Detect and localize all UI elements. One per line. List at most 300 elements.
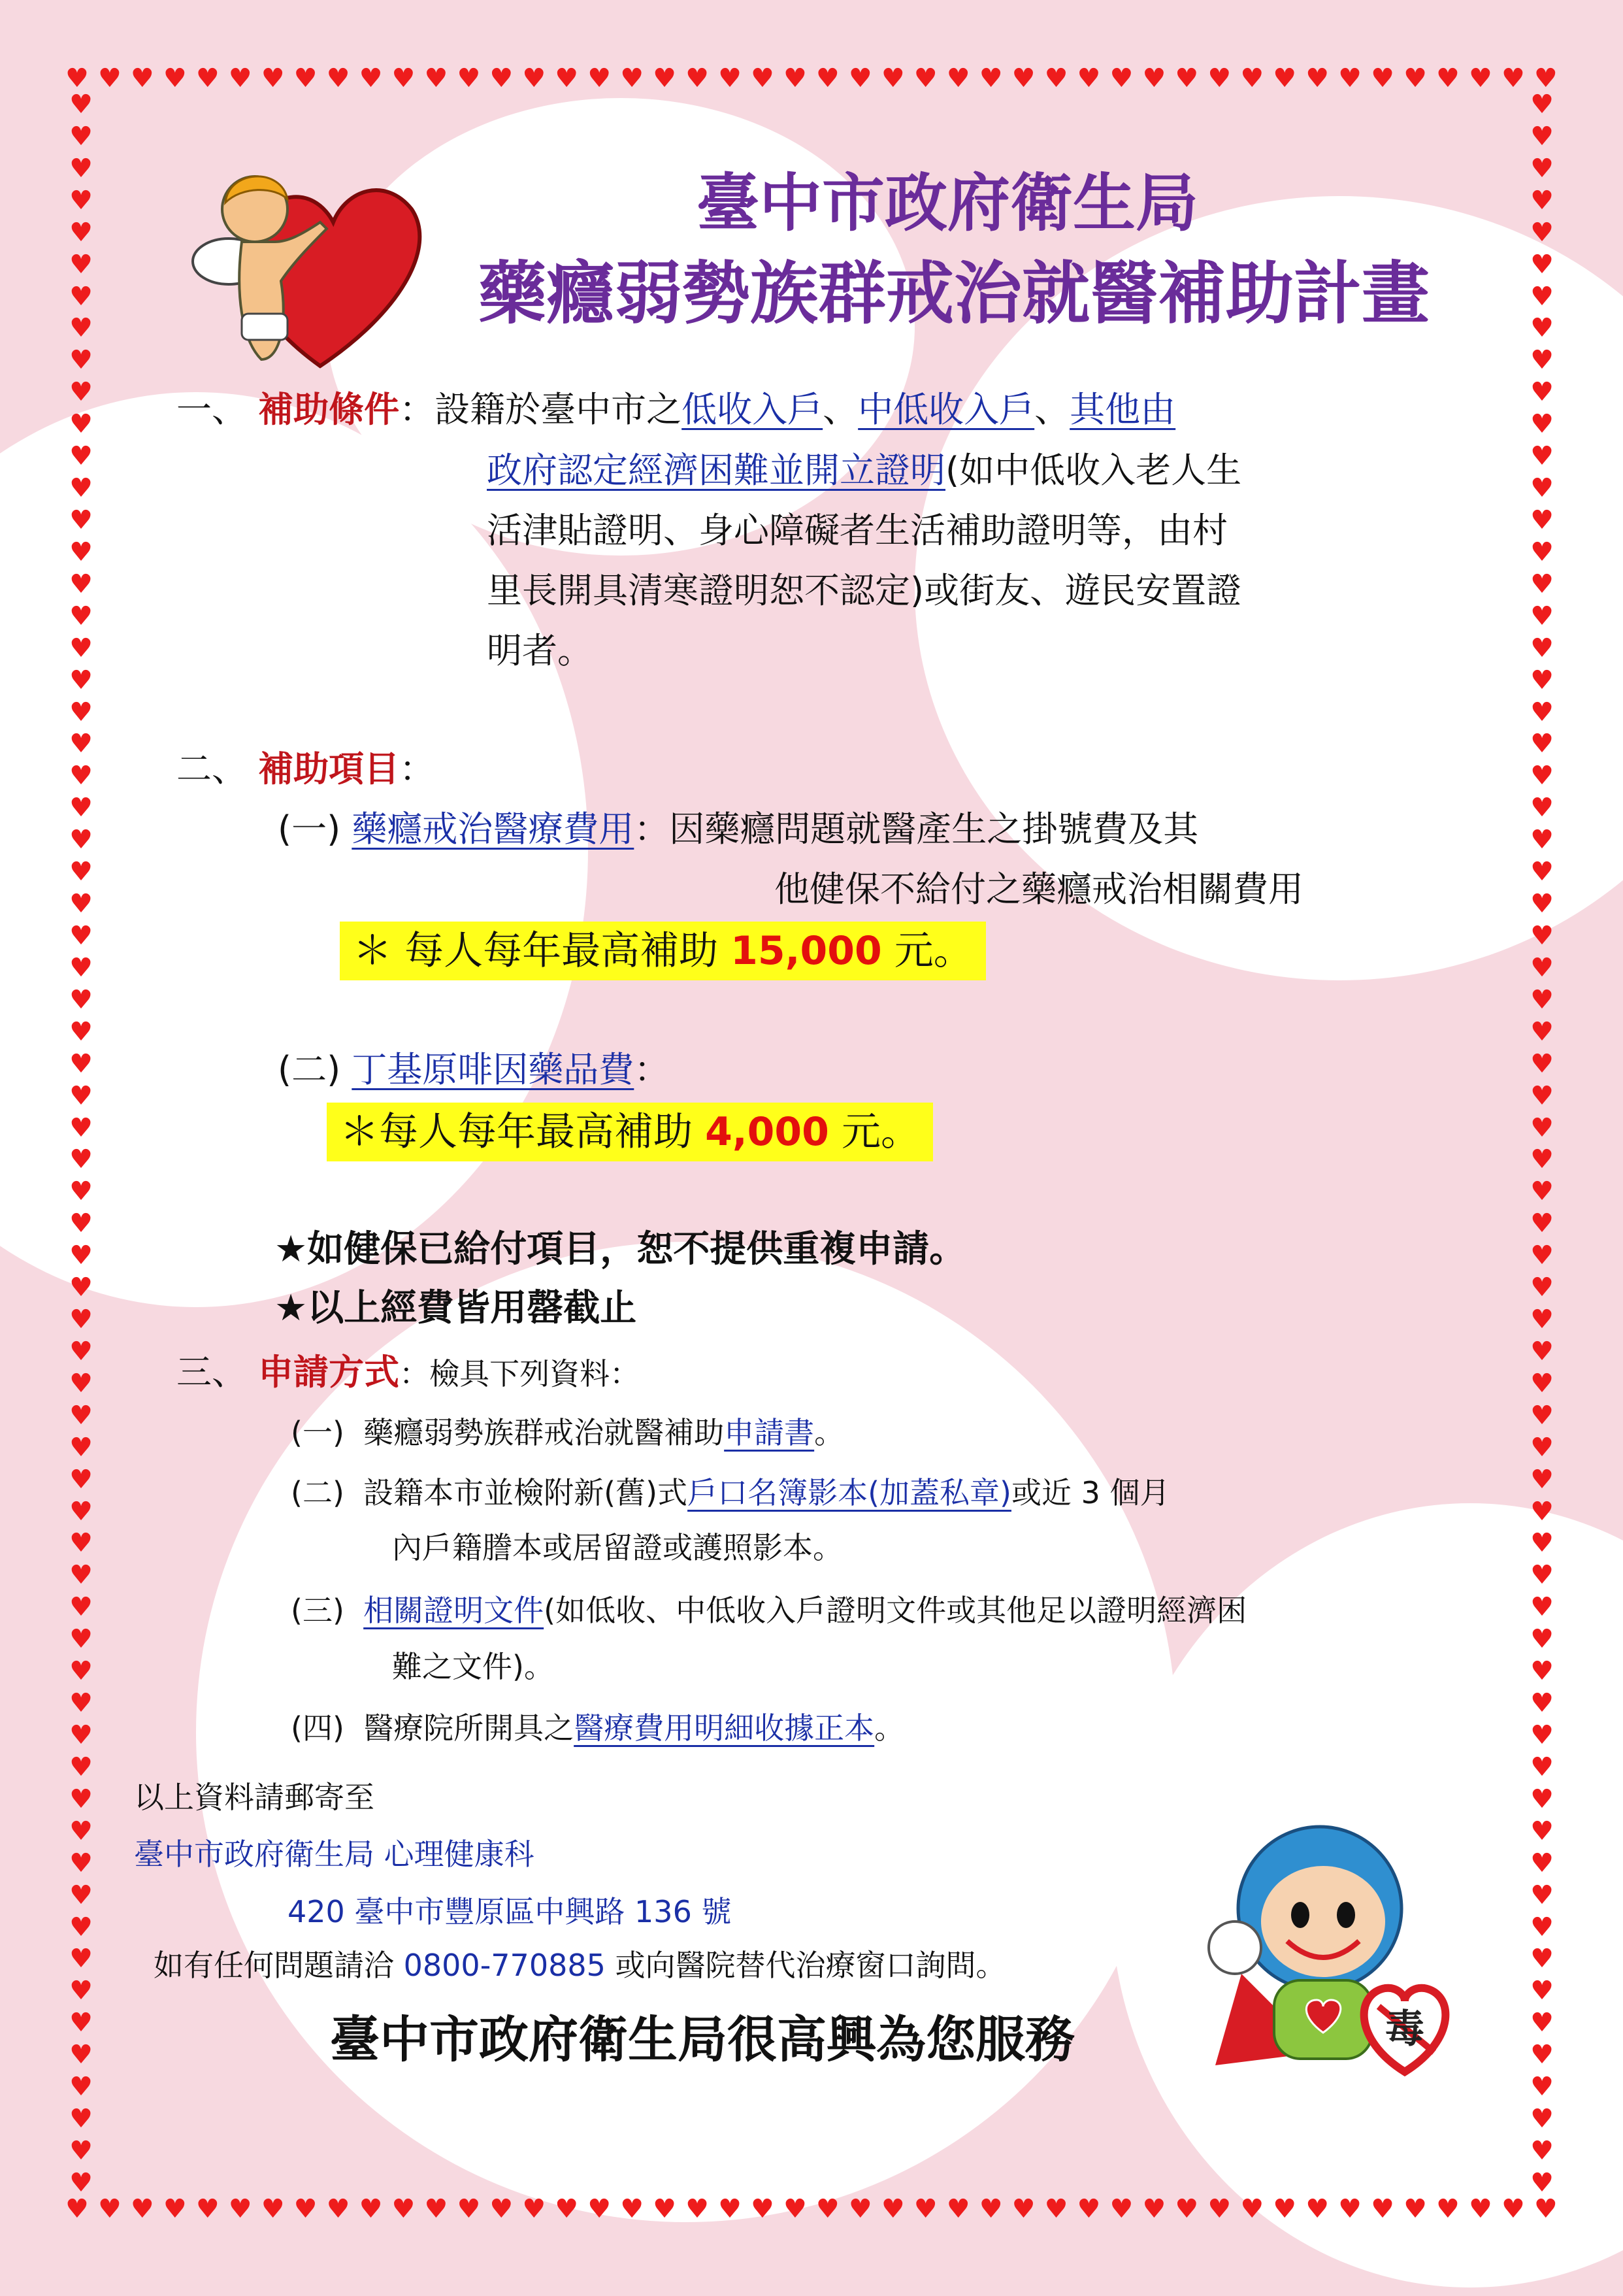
heart-icon: ♥: [1530, 1240, 1554, 1271]
heart-icon: ♥: [69, 1592, 93, 1623]
application-item: [291, 1472, 1170, 1514]
heart-icon: ♥: [1501, 63, 1525, 93]
heart-icon: ♥: [69, 505, 93, 535]
heart-icon: ♥: [1530, 377, 1554, 408]
section2-label: 補助項目: [258, 748, 400, 790]
section1-text: 設籍於臺中市之: [434, 389, 682, 430]
heart-icon: ♥: [1273, 2194, 1297, 2224]
heart-icon: ♥: [69, 1305, 93, 1335]
heart-icon: ♥: [1403, 63, 1427, 93]
item-text: 藥癮弱勢族群戒治就醫補助: [363, 1415, 725, 1450]
cupid-loincloth: [242, 314, 287, 340]
colon: ：: [399, 389, 435, 430]
heart-icon: ♥: [1530, 633, 1554, 663]
heart-icon: ♥: [587, 2194, 612, 2224]
other-proof-link[interactable]: 其他由: [1070, 389, 1176, 430]
heart-icon: ♥: [1530, 1976, 1554, 2006]
heart-icon: ♥: [69, 1432, 93, 1463]
buprenorphine-cost-link[interactable]: 丁基原啡因藥品費: [352, 1049, 634, 1090]
heart-icon: ♥: [69, 345, 93, 376]
heart-icon: ♥: [69, 185, 93, 216]
heart-icon: ♥: [228, 63, 252, 93]
heart-icon: ♥: [1530, 313, 1554, 344]
heart-icon: ♥: [620, 2194, 644, 2224]
mascot-hand: [1209, 1922, 1261, 1974]
heart-icon: ♥: [1240, 63, 1264, 93]
heart-icon: ♥: [489, 63, 514, 93]
heart-icon: ♥: [69, 2040, 93, 2071]
heart-icon: ♥: [69, 1016, 93, 1047]
heart-icon: ♥: [946, 63, 970, 93]
section1-line5: 明者。: [487, 630, 593, 671]
heart-icon: ♥: [1011, 2194, 1036, 2224]
mascot-badge-text: 毒: [1385, 2006, 1424, 2052]
heart-icon: ♥: [69, 249, 93, 280]
item-text: (如低收、中低收入戶證明文件或其他足以證明經濟困: [544, 1593, 1247, 1628]
contact-line: [154, 1944, 1006, 1986]
heart-icon: ♥: [1207, 63, 1232, 93]
heart-icon: ♥: [1436, 63, 1460, 93]
heart-icon: ♥: [1338, 2194, 1362, 2224]
section1-line3: 活津貼證明、身心障礙者生活補助證明等，由村: [487, 510, 1228, 551]
heart-icon: ♥: [391, 63, 416, 93]
heart-icon: ♥: [848, 63, 872, 93]
item-text: 設籍本市並檢附新(舊)式: [363, 1475, 688, 1510]
heart-icon: ♥: [69, 920, 93, 951]
item-number: (二): [291, 1475, 344, 1510]
heart-icon: ♥: [1530, 2072, 1554, 2103]
section3-label: 申請方式: [258, 1352, 400, 1393]
mascot-eye: [1337, 1902, 1355, 1928]
heart-icon: ♥: [1530, 1368, 1554, 1399]
heart-icon: ♥: [69, 952, 93, 983]
heart-icon: ♥: [65, 2194, 89, 2224]
heart-icon: ♥: [1530, 1336, 1554, 1367]
household-register-link[interactable]: 戶口名簿影本(加蓋私章): [687, 1475, 1011, 1510]
heart-icon: ♥: [1530, 217, 1554, 248]
heart-icon: ♥: [69, 793, 93, 824]
heart-icon: ♥: [69, 2167, 93, 2198]
heart-icon: ♥: [69, 761, 93, 791]
department-address: 420 臺中市豐原區中興路 136 號: [287, 1894, 732, 1929]
heart-icon: ♥: [1530, 1944, 1554, 1974]
heart-icon: ♥: [1530, 825, 1554, 856]
heart-icon: ♥: [69, 90, 93, 120]
heart-icon: ♥: [1530, 505, 1554, 535]
heart-icon: ♥: [69, 857, 93, 888]
heart-icon: ♥: [1530, 281, 1554, 312]
heart-icon: ♥: [69, 1976, 93, 2006]
note-no-duplicate: ★如健保已給付項目，恕不提供重複申請。: [274, 1228, 966, 1271]
heart-border-bottom: [65, 2196, 1558, 2222]
heart-icon: ♥: [1305, 2194, 1330, 2224]
heart-icon: ♥: [1530, 1080, 1554, 1111]
heart-icon: ♥: [1530, 1624, 1554, 1655]
heart-icon: ♥: [555, 2194, 579, 2224]
section2-number: 二、: [176, 748, 247, 790]
heart-icon: ♥: [1077, 2194, 1101, 2224]
heart-icon: ♥: [359, 63, 383, 93]
heart-icon: ♥: [69, 1273, 93, 1303]
heart-icon: ♥: [1530, 1208, 1554, 1239]
heart-icon: ♥: [1530, 2040, 1554, 2071]
heart-icon: ♥: [69, 313, 93, 344]
heart-icon: ♥: [1530, 153, 1554, 184]
section2-item1-cont: 他健保不給付之藥癮戒治相關費用: [774, 869, 1303, 910]
heart-icon: ♥: [1530, 952, 1554, 983]
heart-icon: ♥: [522, 63, 546, 93]
heart-icon: ♥: [69, 1944, 93, 1974]
heart-icon: ♥: [1273, 63, 1297, 93]
heart-icon: ♥: [69, 1208, 93, 1239]
heart-icon: ♥: [65, 63, 89, 93]
item-text: 醫療院所開具之: [363, 1710, 574, 1746]
heart-icon: ♥: [587, 63, 612, 93]
heart-icon: ♥: [69, 441, 93, 472]
heart-icon: ♥: [163, 63, 187, 93]
heart-icon: ♥: [69, 1496, 93, 1527]
heart-icon: ♥: [1501, 2194, 1525, 2224]
mascot-illustration: [1189, 1817, 1477, 2078]
heart-icon: ♥: [1436, 2194, 1460, 2224]
section2-heading: [176, 748, 434, 790]
heart-icon: ♥: [1530, 1273, 1554, 1303]
cap-highlight: [340, 922, 986, 980]
heart-icon: ♥: [69, 1336, 93, 1367]
department-name: 臺中市政府衛生局 心理健康科: [134, 1837, 534, 1872]
heart-icon: ♥: [979, 2194, 1003, 2224]
heart-icon: ♥: [913, 63, 938, 93]
heart-icon: ♥: [424, 63, 448, 93]
section2-item2: [278, 1049, 669, 1091]
heart-icon: ♥: [1305, 63, 1330, 93]
heart-icon: ♥: [69, 729, 93, 759]
heart-icon: ♥: [1530, 1432, 1554, 1463]
heart-icon: ♥: [783, 63, 807, 93]
cap-highlight: [327, 1103, 933, 1161]
heart-icon: ♥: [1530, 1720, 1554, 1751]
hotline-number[interactable]: 0800-770885: [403, 1948, 606, 1983]
heart-icon: ♥: [69, 697, 93, 727]
heart-icon: ♥: [69, 1656, 93, 1687]
heart-icon: ♥: [1142, 2194, 1166, 2224]
heart-icon: ♥: [1530, 1112, 1554, 1143]
heart-icon: ♥: [1530, 1592, 1554, 1623]
heart-icon: ♥: [261, 63, 285, 93]
heart-icon: ♥: [1530, 984, 1554, 1015]
heart-icon: ♥: [69, 569, 93, 599]
heart-icon: ♥: [69, 889, 93, 920]
heart-icon: ♥: [195, 2194, 220, 2224]
heart-icon: ♥: [1530, 2136, 1554, 2166]
section2-item1-cap: [340, 927, 986, 975]
heart-icon: ♥: [1011, 63, 1036, 93]
heart-border-left: [67, 92, 95, 2196]
heart-icon: ♥: [620, 63, 644, 93]
heart-icon: ♥: [69, 665, 93, 695]
heart-icon: ♥: [1175, 63, 1199, 93]
heart-icon: ♥: [97, 2194, 122, 2224]
separator: 、: [1034, 389, 1070, 430]
heart-icon: ♥: [1530, 121, 1554, 152]
heart-icon: ♥: [1530, 1048, 1554, 1079]
heart-icon: ♥: [69, 1048, 93, 1079]
heart-icon: ♥: [69, 1240, 93, 1271]
heart-icon: ♥: [69, 1112, 93, 1143]
heart-icon: ♥: [1533, 2194, 1558, 2224]
heart-icon: ♥: [1175, 2194, 1199, 2224]
heart-icon: ♥: [69, 2072, 93, 2103]
heart-icon: ♥: [815, 63, 840, 93]
heart-icon: ♥: [293, 2194, 318, 2224]
heart-icon: ♥: [326, 63, 350, 93]
heart-icon: ♥: [261, 2194, 285, 2224]
page-title: 臺中市政府衛生局: [697, 167, 1198, 240]
heart-icon: ♥: [69, 825, 93, 856]
heart-icon: ♥: [1530, 1848, 1554, 1878]
contact-text: 或向醫院替代治療窗口詢問。: [605, 1948, 1006, 1983]
heart-icon: ♥: [1530, 185, 1554, 216]
application-item-cont: 內戶籍謄本或居留證或護照影本。: [392, 1530, 843, 1565]
heart-icon: ♥: [1530, 1560, 1554, 1591]
heart-icon: ♥: [1530, 889, 1554, 920]
heart-icon: ♥: [424, 2194, 448, 2224]
mascot-eye: [1291, 1902, 1309, 1928]
heart-icon: ♥: [69, 1624, 93, 1655]
heart-icon: ♥: [69, 601, 93, 631]
heart-icon: ♥: [69, 1464, 93, 1495]
heart-icon: ♥: [653, 2194, 677, 2224]
heart-icon: ♥: [1371, 63, 1394, 93]
heart-icon: ♥: [1530, 569, 1554, 599]
heart-icon: ♥: [1371, 2194, 1394, 2224]
heart-icon: ♥: [69, 1784, 93, 1814]
heart-icon: ♥: [1109, 63, 1134, 93]
section1-line4: 里長開具清寒證明恕不認定)或街友、遊民安置證: [487, 570, 1242, 611]
item-number: (一): [278, 808, 341, 850]
heart-icon: ♥: [1240, 2194, 1264, 2224]
heart-icon: ♥: [1530, 793, 1554, 824]
heart-icon: ♥: [1044, 63, 1068, 93]
mail-instruction: 以上資料請郵寄至: [134, 1780, 374, 1815]
heart-icon: ♥: [359, 2194, 383, 2224]
heart-icon: ♥: [1403, 2194, 1427, 2224]
heart-icon: ♥: [1530, 1464, 1554, 1495]
heart-icon: ♥: [69, 409, 93, 440]
low-income-link[interactable]: 低收入戶: [681, 389, 823, 430]
heart-icon: ♥: [69, 281, 93, 312]
heart-icon: ♥: [228, 2194, 252, 2224]
heart-icon: ♥: [69, 217, 93, 248]
section1-line2: [487, 450, 1241, 491]
heart-icon: ♥: [1530, 1688, 1554, 1719]
service-slogan: 臺中市政府衛生局很高興為您服務: [330, 2010, 1075, 2069]
heart-icon: ♥: [1530, 601, 1554, 631]
section1-line1: [176, 389, 1175, 431]
separator: 、: [823, 389, 859, 430]
heart-icon: ♥: [195, 63, 220, 93]
heart-icon: ♥: [69, 2104, 93, 2135]
item-number: (二): [278, 1049, 341, 1090]
cap-suffix: 元。: [881, 928, 973, 974]
heart-icon: ♥: [391, 2194, 416, 2224]
section1-label: 補助條件: [258, 389, 400, 430]
heart-icon: ♥: [69, 1688, 93, 1719]
heart-icon: ♥: [751, 2194, 774, 2224]
heart-icon: ♥: [1530, 2167, 1554, 2198]
application-item-cont: 難之文件)。: [392, 1649, 554, 1684]
heart-icon: ♥: [163, 2194, 187, 2224]
heart-icon: ♥: [1530, 1656, 1554, 1687]
colon: ：: [634, 1049, 670, 1090]
heart-icon: ♥: [653, 63, 677, 93]
cap-amount: 4,000: [705, 1109, 829, 1155]
heart-icon: ♥: [69, 537, 93, 567]
cupid-heart-illustration: [189, 150, 425, 373]
note-funds-limit: ★以上經費皆用罄截止: [274, 1287, 637, 1329]
section3-heading: [176, 1352, 640, 1395]
heart-icon: ♥: [522, 2194, 546, 2224]
heart-icon: ♥: [1533, 63, 1558, 93]
heart-icon: ♥: [1530, 1784, 1554, 1814]
heart-icon: ♥: [1530, 1912, 1554, 1942]
heart-icon: ♥: [130, 63, 154, 93]
heart-icon: ♥: [1530, 920, 1554, 951]
heart-icon: ♥: [1142, 63, 1166, 93]
application-item: [291, 1707, 904, 1749]
cap-text: ＊ 每人每年最高補助: [353, 928, 731, 974]
section3-number: 三、: [176, 1352, 247, 1393]
heart-icon: ♥: [1530, 697, 1554, 727]
heart-icon: ♥: [489, 2194, 514, 2224]
item-number: (四): [291, 1710, 344, 1746]
heart-icon: ♥: [881, 2194, 905, 2224]
heart-icon: ♥: [1530, 761, 1554, 791]
heart-icon: ♥: [69, 1912, 93, 1942]
heart-icon: ♥: [69, 1400, 93, 1431]
heart-icon: ♥: [1530, 1528, 1554, 1559]
item-number: (三): [291, 1593, 344, 1628]
heart-border-right: [1528, 92, 1556, 2196]
heart-icon: ♥: [69, 1368, 93, 1399]
heart-icon: ♥: [69, 1176, 93, 1207]
heart-icon: ♥: [1207, 2194, 1232, 2224]
proof-documents-link[interactable]: 相關證明文件: [363, 1593, 544, 1628]
heart-icon: ♥: [751, 63, 774, 93]
receipt-link[interactable]: 醫療費用明細收據正本: [574, 1710, 875, 1746]
heart-icon: ♥: [1338, 63, 1362, 93]
heart-icon: ♥: [69, 121, 93, 152]
heart-icon: ♥: [1530, 441, 1554, 472]
item-text: 。: [874, 1710, 905, 1746]
heart-icon: ♥: [1530, 249, 1554, 280]
heart-icon: ♥: [1530, 2104, 1554, 2135]
heart-icon: ♥: [69, 377, 93, 408]
section3-intro: ：檢具下列資料：: [399, 1356, 640, 1391]
heart-icon: ♥: [718, 2194, 742, 2224]
drug-treatment-cost-link[interactable]: 藥癮戒治醫療費用: [352, 808, 634, 850]
cap-text: ＊每人每年最高補助: [340, 1109, 706, 1155]
heart-icon: ♥: [848, 2194, 872, 2224]
heart-icon: ♥: [1044, 2194, 1068, 2224]
heart-icon: ♥: [881, 63, 905, 93]
heart-icon: ♥: [1530, 473, 1554, 504]
heart-icon: ♥: [97, 63, 122, 93]
heart-icon: ♥: [1530, 1016, 1554, 1047]
heart-icon: ♥: [457, 63, 481, 93]
heart-icon: ♥: [69, 153, 93, 184]
heart-icon: ♥: [783, 2194, 807, 2224]
heart-icon: ♥: [326, 2194, 350, 2224]
heart-icon: ♥: [1530, 1176, 1554, 1207]
heart-icon: ♥: [69, 1560, 93, 1591]
application-item: [291, 1589, 1247, 1631]
heart-icon: ♥: [69, 1752, 93, 1782]
heart-icon: ♥: [69, 2008, 93, 2038]
heart-icon: ♥: [1530, 1496, 1554, 1527]
item-text: ：因藥癮問題就醫產生之掛號費及其: [634, 808, 1199, 850]
heart-icon: ♥: [1530, 537, 1554, 567]
colon: ：: [399, 748, 435, 790]
item-number: (一): [291, 1415, 344, 1450]
other-proof-link-cont[interactable]: 政府認定經濟困難並開立證明: [487, 450, 945, 491]
heart-icon: ♥: [69, 1144, 93, 1175]
heart-icon: ♥: [815, 2194, 840, 2224]
heart-icon: ♥: [913, 2194, 938, 2224]
heart-border-top: [65, 65, 1558, 92]
heart-icon: ♥: [718, 63, 742, 93]
heart-icon: ♥: [555, 63, 579, 93]
heart-icon: ♥: [69, 1880, 93, 1910]
cap-amount: 15,000: [730, 928, 882, 974]
cap-suffix: 元。: [828, 1109, 920, 1155]
contact-text: 如有任何問題請洽: [154, 1948, 404, 1983]
heart-icon: ♥: [1468, 2194, 1492, 2224]
heart-icon: ♥: [69, 1816, 93, 1846]
page-subtitle: 藥癮弱勢族群戒治就醫補助計畫: [478, 254, 1430, 333]
heart-icon: ♥: [1530, 729, 1554, 759]
heart-icon: ♥: [130, 2194, 154, 2224]
heart-icon: ♥: [69, 473, 93, 504]
section1-number: 一、: [176, 389, 247, 430]
heart-icon: ♥: [69, 1080, 93, 1111]
mascot-face: [1261, 1866, 1385, 1977]
item-text: 。: [814, 1415, 845, 1450]
heart-icon: ♥: [69, 633, 93, 663]
item-text: 或近 3 個月: [1011, 1475, 1170, 1510]
heart-icon: ♥: [1530, 1880, 1554, 1910]
heart-icon: ♥: [69, 2136, 93, 2166]
heart-icon: ♥: [1530, 345, 1554, 376]
heart-icon: ♥: [1530, 857, 1554, 888]
heart-icon: ♥: [1530, 409, 1554, 440]
heart-icon: ♥: [979, 63, 1003, 93]
heart-icon: ♥: [69, 1720, 93, 1751]
section2-item2-cap: [327, 1108, 933, 1156]
application-item: [291, 1412, 844, 1454]
heart-icon: ♥: [1530, 1816, 1554, 1846]
heart-icon: ♥: [69, 1528, 93, 1559]
heart-icon: ♥: [1530, 665, 1554, 695]
heart-icon: ♥: [457, 2194, 481, 2224]
heart-icon: ♥: [946, 2194, 970, 2224]
heart-icon: ♥: [1530, 1144, 1554, 1175]
section1-text: (如中低收入老人生: [945, 450, 1242, 491]
heart-icon: ♥: [1109, 2194, 1134, 2224]
application-form-link[interactable]: 申請書: [724, 1415, 815, 1450]
heart-icon: ♥: [1077, 63, 1101, 93]
mid-low-income-link[interactable]: 中低收入戶: [858, 389, 1035, 430]
